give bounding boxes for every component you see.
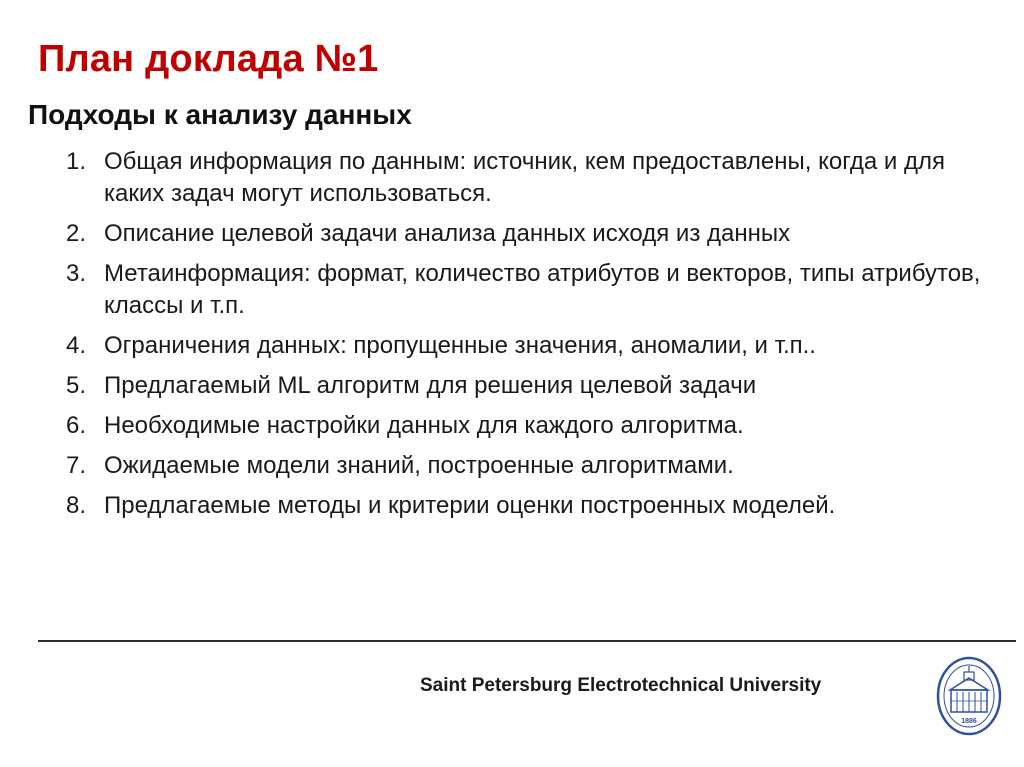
university-logo-icon: [936, 656, 1002, 736]
list-item-number: 4.: [66, 332, 87, 359]
list-item: [66, 258, 986, 322]
list-item: [66, 450, 986, 482]
list-item-text: Метаинформация: формат, количество атрибутов и векторов, типы атрибутов, классы и т.п.: [104, 260, 981, 319]
logo-year: 1886: [961, 718, 977, 725]
list-item-text: Предлагаемый ML алгоритм для решения целевой задачи: [104, 372, 757, 399]
list-item-number: 1.: [66, 148, 87, 175]
list-item-text: Необходимые настройки данных для каждого алгоритма.: [104, 412, 744, 439]
list-item: [66, 146, 986, 210]
list-item: [66, 490, 986, 522]
slide-title: План доклада №1: [38, 38, 379, 80]
list-item-number: 2.: [66, 220, 87, 247]
list-item-text: Ожидаемые модели знаний, построенные алгоритмами.: [104, 452, 734, 479]
list-item-number: 6.: [66, 412, 87, 439]
list-item: [66, 410, 986, 442]
list-item: [66, 370, 986, 402]
list-item-number: 5.: [66, 372, 87, 399]
list-item: [66, 218, 986, 250]
university-name: Saint Petersburg Electrotechnical University: [420, 675, 822, 696]
list-item-text: Ограничения данных: пропущенные значения, аномалии, и т.п..: [104, 332, 816, 359]
list-item-number: 8.: [66, 492, 87, 519]
list-item: [66, 330, 986, 362]
list-item-number: 7.: [66, 452, 87, 479]
section-heading: Подходы к анализу данных: [28, 99, 412, 130]
list-item-text: Описание целевой задачи анализа данных исходя из данных: [104, 220, 791, 247]
list-item-text: Предлагаемые методы и критерии оценки построенных моделей.: [104, 492, 836, 519]
list-item-number: 3.: [66, 260, 87, 287]
list-item-text: Общая информация по данным: источник, кем предоставлены, когда и для каких задач могут использоваться.: [104, 148, 945, 207]
plan-list: [66, 146, 986, 530]
footer-divider: [38, 640, 1016, 642]
